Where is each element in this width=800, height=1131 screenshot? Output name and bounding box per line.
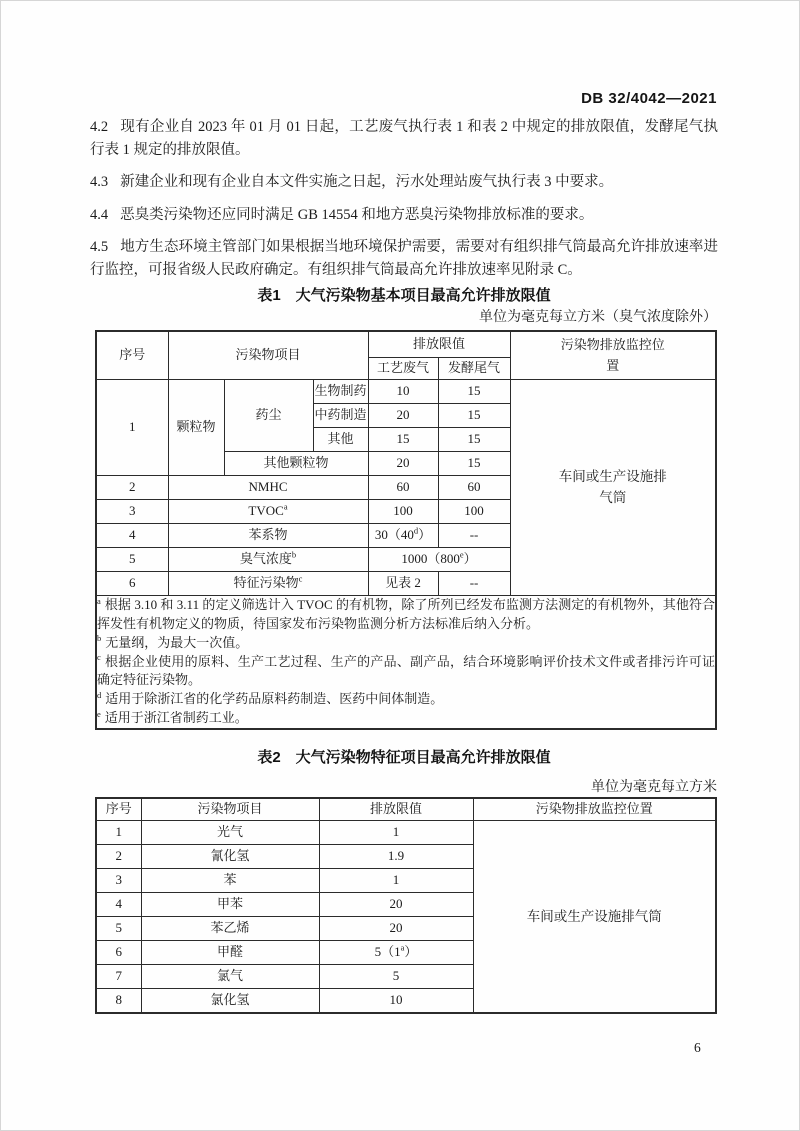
limit-value: 1000（800 xyxy=(401,551,460,567)
limit-value: 30（40 xyxy=(374,527,414,543)
cell-ferment-limit: 15 xyxy=(438,404,510,428)
cell-subitem: 中药制造 xyxy=(313,404,368,428)
header-emission-limit: 排放限值 xyxy=(368,331,510,358)
cell-process-limit: 10 xyxy=(368,380,438,404)
cell-pollutant xyxy=(168,572,368,596)
cell-ferment-limit: 60 xyxy=(438,476,510,500)
cell-particulate-group: 颗粒物 xyxy=(168,380,224,476)
cell-ferment-limit: 15 xyxy=(438,428,510,452)
cell-pollutant: 甲醛 xyxy=(141,941,319,965)
limit-value: 60 xyxy=(396,479,410,495)
limit-value: 5 xyxy=(392,968,400,984)
limit-value: 1.9 xyxy=(387,848,405,864)
cell-process-limit xyxy=(368,524,438,548)
cell-process-limit: 15 xyxy=(368,428,438,452)
cell-process-limit: 20 xyxy=(368,452,438,476)
cell-pollutant: 苯乙烯 xyxy=(141,917,319,941)
clause-4-2 xyxy=(90,116,718,162)
cell-seq: 3 xyxy=(96,869,141,893)
limit-value: 10 xyxy=(389,992,403,1008)
cell-seq: 5 xyxy=(96,917,141,941)
clause-text: 恶臭类污染物还应同时满足 GB 14554 和地方恶臭污染物排放标准的要求。 xyxy=(120,206,594,223)
footnote-c xyxy=(97,653,715,691)
cell-seq: 8 xyxy=(96,989,141,1014)
footnote-text: 根据企业使用的原料、生产工艺过程、生产的产品、副产品，结合环境影响评价技术文件或者排污许可证确定特征污染物。 xyxy=(97,653,716,688)
cell-limit xyxy=(319,965,473,989)
table2-characteristic-limits xyxy=(95,797,717,1014)
limit-post: ） xyxy=(463,551,477,567)
cell-merged-limit xyxy=(368,548,510,572)
cell-pollutant xyxy=(168,500,368,524)
cell-drug-dust: 药尘 xyxy=(224,380,313,452)
cell-limit xyxy=(319,941,473,965)
cell-limit xyxy=(319,989,473,1014)
header-monitor-location: 污染物排放监控位置 xyxy=(473,798,716,821)
cell-seq: 1 xyxy=(96,821,141,845)
cell-subitem: 生物制药 xyxy=(313,380,368,404)
cell-seq: 7 xyxy=(96,965,141,989)
header-monitor-location xyxy=(510,331,716,380)
cell-pollutant xyxy=(168,524,368,548)
cell-limit xyxy=(319,893,473,917)
table1-unit-note: 单位为毫克每立方米（臭气浓度除外） xyxy=(479,310,717,325)
clause-4-4 xyxy=(90,204,718,227)
clause-number: 4.3 xyxy=(90,174,109,191)
header-monitor-label: 污染物排放监控位置 xyxy=(560,337,665,373)
cell-ferment-limit: -- xyxy=(438,524,510,548)
clause-text: 新建企业和现有企业自本文件实施之日起，污水处理站废气执行表 3 中要求。 xyxy=(120,174,614,191)
cell-limit xyxy=(319,845,473,869)
clause-4-5 xyxy=(90,236,718,282)
limit-value: 20 xyxy=(389,920,403,936)
cell-seq: 2 xyxy=(96,476,168,500)
limit-value: 20 xyxy=(389,896,403,912)
footnote-e xyxy=(97,709,715,728)
pollutant-name: 特征污染物 xyxy=(233,575,299,591)
footnote-mark: a xyxy=(97,595,101,606)
pollutant-name: TVOC xyxy=(248,503,284,519)
limit-value: 5（1 xyxy=(374,944,401,960)
clause-text: 地方生态环境主管部门如果根据当地环境保护需要，需要对有组织排气筒最高允许排放速率进行监控，可报省级人民政府确定。有组织排气筒最高允许排放速率见附录 C。 xyxy=(90,238,718,279)
footnote-text: 适用于浙江省制药工业。 xyxy=(104,710,248,726)
limit-sup: a xyxy=(400,942,405,953)
table1-footnotes-row xyxy=(96,596,716,729)
cell-seq: 4 xyxy=(96,893,141,917)
table1-footnotes xyxy=(96,596,716,729)
table1-header-row-1 xyxy=(96,331,716,358)
header-ferment-gas: 发酵尾气 xyxy=(438,358,510,380)
cell-ferment-limit: 15 xyxy=(438,380,510,404)
table-row xyxy=(96,821,716,845)
cell-pollutant: 氯化氢 xyxy=(141,989,319,1014)
monitor-text: 车间或生产设施排气筒 xyxy=(558,468,667,505)
table2-header-row xyxy=(96,798,716,821)
pollutant-name: 臭气浓度 xyxy=(239,551,292,567)
cell-process-limit: 20 xyxy=(368,404,438,428)
cell-pollutant: 甲苯 xyxy=(141,893,319,917)
clause-number: 4.5 xyxy=(90,238,109,255)
cell-limit xyxy=(319,869,473,893)
footnote-b xyxy=(97,634,715,653)
standard-number: DB 32/4042—2021 xyxy=(581,90,717,107)
limit-value: 见表 2 xyxy=(385,575,421,591)
cell-process-limit xyxy=(368,572,438,596)
footnote-a xyxy=(97,596,715,634)
cell-pollutant: 氰化氢 xyxy=(141,845,319,869)
cell-seq: 6 xyxy=(96,941,141,965)
page-number: 6 xyxy=(694,1040,701,1055)
cell-process-limit xyxy=(368,500,438,524)
cell-pollutant xyxy=(168,476,368,500)
cell-seq: 6 xyxy=(96,572,168,596)
footnote-text: 无量纲，为最大一次值。 xyxy=(105,634,249,650)
table2-unit-note: 单位为毫克每立方米 xyxy=(591,780,717,795)
cell-other-particulate: 其他颗粒物 xyxy=(224,452,368,476)
cell-monitor-location xyxy=(510,380,716,596)
cell-pollutant xyxy=(168,548,368,572)
clause-number: 4.4 xyxy=(90,206,109,223)
footnote-d xyxy=(97,690,715,709)
pollutant-sup: b xyxy=(291,549,297,560)
cell-pollutant: 氯气 xyxy=(141,965,319,989)
limit-sup: e xyxy=(459,549,464,560)
limit-value: 1 xyxy=(392,872,400,888)
footnote-text: 适用于除浙江省的化学药品原料药制造、医药中间体制造。 xyxy=(105,691,444,707)
footnote-mark: b xyxy=(97,633,102,644)
header-process-gas: 工艺废气 xyxy=(368,358,438,380)
clause-list xyxy=(90,116,718,291)
header-seq: 序号 xyxy=(96,798,141,821)
cell-seq: 5 xyxy=(96,548,168,572)
cell-seq: 2 xyxy=(96,845,141,869)
clause-text: 现有企业自 2023 年 01 月 01 日起，工艺废气执行表 1 和表 2 中规定的排放限值，发酵尾气执行表 1 规定的排放限值。 xyxy=(90,119,718,159)
table-row xyxy=(96,380,716,404)
footnote-mark: e xyxy=(97,708,101,719)
cell-pollutant: 苯 xyxy=(141,869,319,893)
cell-seq: 4 xyxy=(96,524,168,548)
limit-sup: d xyxy=(413,525,419,536)
pollutant-name: NMHC xyxy=(248,479,288,495)
limit-post: ） xyxy=(404,944,418,960)
header-emission-limit: 排放限值 xyxy=(319,798,473,821)
header-pollutant-item: 污染物项目 xyxy=(168,331,368,380)
limit-value: 100 xyxy=(393,503,413,519)
pollutant-sup: a xyxy=(283,501,288,512)
pollutant-name: 苯系物 xyxy=(248,527,288,543)
footnote-text: 根据 3.10 和 3.11 的定义筛选计入 TVOC 的有机物，除了所列已经发布监测方法测定的有机物外，其他符合挥发性有机物定义的物质，待国家发布污染物监测分析方法标准后纳入分析。 xyxy=(97,597,716,631)
cell-monitor-location xyxy=(473,821,716,1014)
cell-limit xyxy=(319,917,473,941)
footnote-mark: d xyxy=(97,689,102,700)
clause-number: 4.2 xyxy=(90,119,109,135)
header-seq: 序号 xyxy=(96,331,168,380)
cell-process-limit xyxy=(368,476,438,500)
footnote-mark: c xyxy=(97,652,101,663)
cell-limit xyxy=(319,821,473,845)
table1-basic-limits xyxy=(95,330,717,730)
cell-ferment-limit: -- xyxy=(438,572,510,596)
pollutant-sup: c xyxy=(298,573,303,584)
cell-seq: 1 xyxy=(96,380,168,476)
header-pollutant-item: 污染物项目 xyxy=(141,798,319,821)
table1-title: 表1 大气污染物基本项目最高允许排放限值 xyxy=(257,287,551,304)
monitor-text: 车间或生产设施排气筒 xyxy=(526,908,662,924)
clause-4-3 xyxy=(90,171,718,194)
cell-pollutant: 光气 xyxy=(141,821,319,845)
cell-ferment-limit: 15 xyxy=(438,452,510,476)
limit-value: 1 xyxy=(392,824,400,840)
limit-post: ） xyxy=(418,527,432,543)
cell-seq: 3 xyxy=(96,500,168,524)
cell-ferment-limit: 100 xyxy=(438,500,510,524)
cell-subitem: 其他 xyxy=(313,428,368,452)
table2-title: 表2 大气污染物特征项目最高允许排放限值 xyxy=(257,749,551,766)
